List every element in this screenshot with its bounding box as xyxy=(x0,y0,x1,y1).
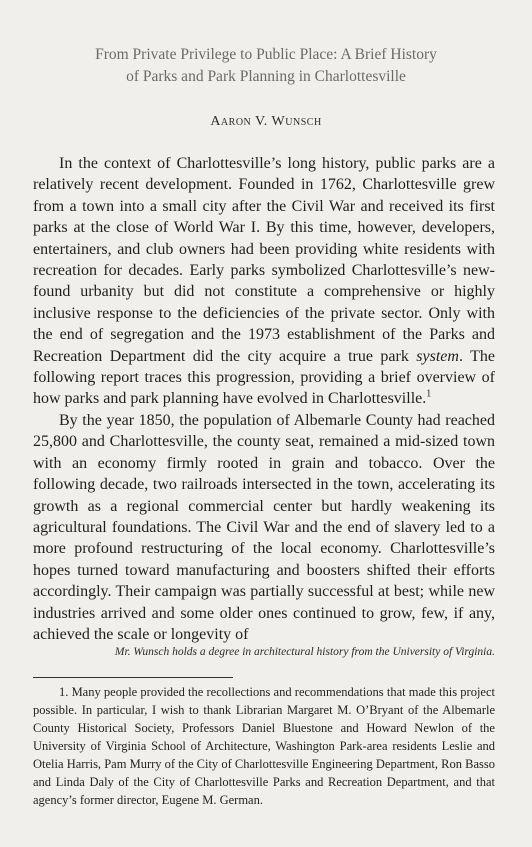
paragraph-1-text: In the context of Charlottesville’s long history, public parks are a relatively recent development. Founded in 1762, Charlottesville grew from a town into a small city after the Civil War and received its first parks at the close of World War I. By this time, however, developers, entertainers, and club owners had been providing white residents with recreation for decades. Early parks symbolized Charlottesville’s new-found urbanity but did not constitute a comprehensive or highly inclusive response to the deficiencies of the private sector. Only with the end of segregation and the 1973 establishment of the Parks and Recreation Department did the city acquire a true park xyxy=(33,155,495,365)
body-paragraph-1 xyxy=(33,153,495,410)
article-body xyxy=(33,153,495,645)
footnote-1: 1. Many people provided the recollections and recommendations that made this project possible. In particular, I wish to thank Librarian Margaret M. O’Bryant of the Albemarle County Historical Society, Professors Daniel Bluestone and Howard Newlon of the University of Virginia School of Architecture, Washington Park-area residents Leslie and Otelia Harris, Pam Murry of the City of Charlottesville Engineering Department, Ron Basso and Linda Daly of the City of Charlottesville Parks and Recreation Department, and that agency’s former director, Eugene M. German. xyxy=(33,685,495,807)
body-paragraph-2: By the year 1850, the population of Albemarle County had reached 25,800 and Charlottesville, the county seat, remained a mid-sized town with an economy firmly rooted in grain and tobacco. Over the following decade, two railroads intersected in the town, accelerating its growth as a regional commercial center but hardly weakening its agricultural foundations. The Civil War and the end of slavery led to a more profound restructuring of the local economy. Charlottesville’s hopes turned toward manufacturing and boosters shifted their efforts accordingly. Their campaign was partially successful at best; while new industries arrived and some older ones continued to grow, few, if any, achieved the scale or longevity of xyxy=(33,411,495,643)
paragraph-1-italic: system xyxy=(416,347,459,365)
article-title-line-2: of Parks and Park Planning in Charlottesville xyxy=(126,68,406,85)
footnote-reference: 1 xyxy=(426,389,432,401)
article-title-line-1: From Private Privilege to Public Place: A Brief History xyxy=(95,46,437,63)
paragraph-1-text-end: . The following report traces this progression, providing a brief overview of how parks and park planning have evolved in Charlottesville. xyxy=(33,347,495,408)
author-name: Aaron V. Wunsch xyxy=(210,114,322,129)
article-title xyxy=(30,44,502,88)
footnote-divider xyxy=(33,677,233,678)
author-affiliation: Mr. Wunsch holds a degree in architectural history from the University of Virginia. xyxy=(114,646,495,658)
